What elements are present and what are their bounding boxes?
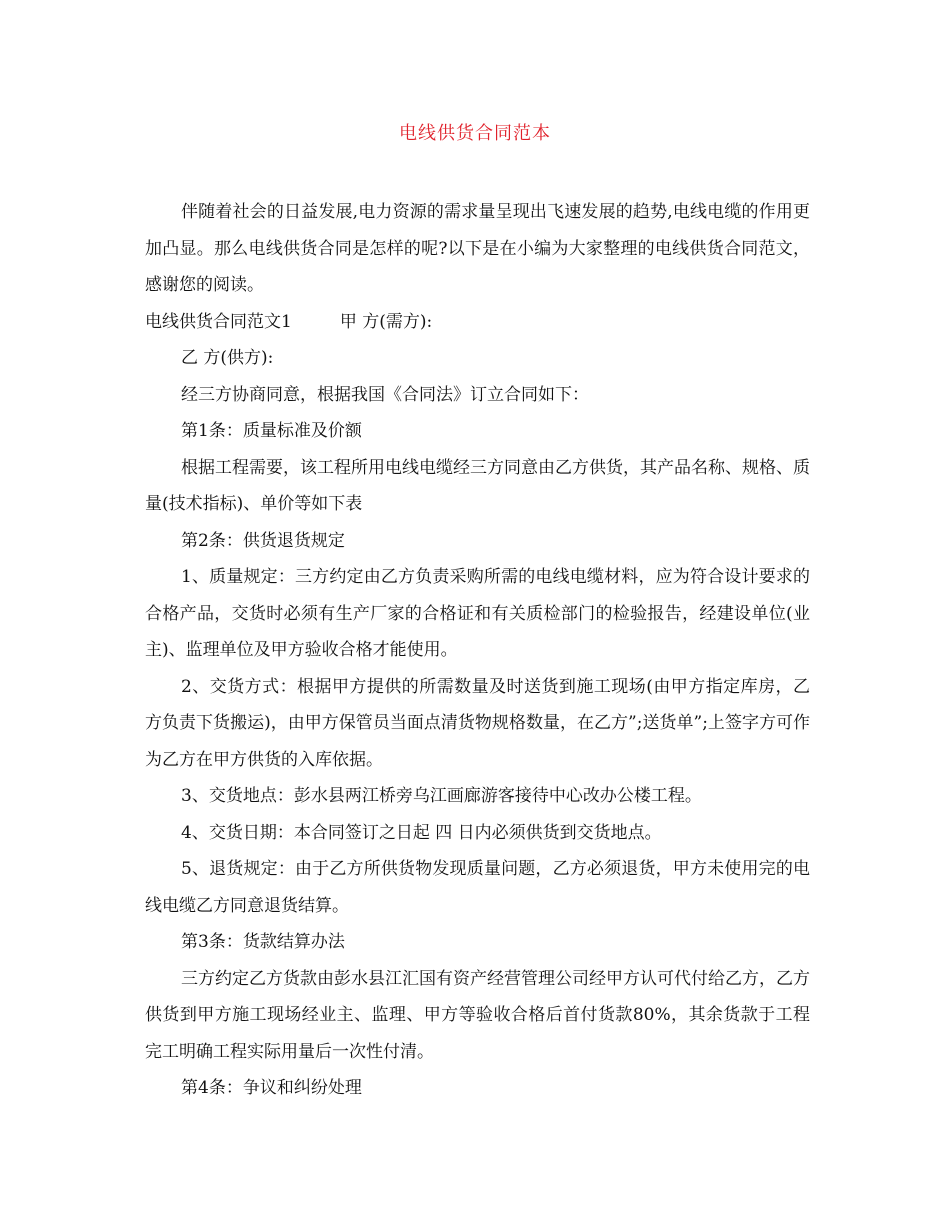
party-a-line: 甲 方(需方): — [339, 311, 433, 332]
party-b-line: 乙 方(供方): — [181, 348, 274, 368]
article-1-title: 第1条：质量标准及价额 — [181, 421, 362, 441]
article-2-item-4: 4、交货日期：本合同签订之日起 四 日内必须供货到交货地点。 — [181, 822, 662, 843]
article-2-item-2: 2、交货方式：根据甲方提供的所需数量及时送货到施工现场(由甲方指定库房，乙方负责下货搬运)，由甲方保管员当面点清货物规格数量，在乙方”;送货单”;上签字方可作为乙方在甲方供货的入库依据。 — [145, 676, 810, 770]
article-2-item-1: 1、质量规定：三方约定由乙方负责采购所需的电线电缆材料，应为符合设计要求的合格产品，交货时必须有生产厂家的合格证和有关质检部门的检验报告，经建设单位(业主)、监理单位及甲方验收合格才能使用。 — [145, 567, 810, 660]
intro-paragraph: 伴随着社会的日益发展,电力资源的需求量呈现出飞速发展的趋势,电线电缆的作用更加凸显。那么电线供货合同是怎样的呢?以下是在小编为大家整理的电线供货合同范文，感谢您的阅读。 — [145, 202, 810, 295]
article-3-title: 第3条：货款结算办法 — [181, 932, 345, 952]
article-2-item-3: 3、交货地点：彭水县两江桥旁乌江画廊游客接待中心改办公楼工程。 — [181, 786, 702, 806]
sample-heading: 电线供货合同范文1 — [145, 311, 292, 332]
document-title: 电线供货合同范本 — [399, 123, 551, 144]
article-4-title: 第4条：争议和纠纷处理 — [181, 1078, 362, 1098]
article-1-text: 根据工程需要，该工程所用电线电缆经三方同意由乙方供货，其产品名称、规格、质量(技术指标)、单价等如下表 — [145, 457, 810, 514]
sample-heading-line — [145, 304, 810, 341]
article-2-title: 第2条：供货退货规定 — [181, 530, 345, 551]
article-3-text: 三方约定乙方货款由彭水县江汇国有资产经营管理公司经甲方认可代付给乙方，乙方供货到甲方施工现场经业主、监理、甲方等验收合格后首付货款80%，其余货款于工程完工明确工程实际用量后一次性付清。 — [145, 968, 810, 1062]
preamble-paragraph: 经三方协商同意，根据我国《合同法》订立合同如下： — [181, 384, 589, 405]
document-body — [145, 194, 810, 1107]
article-2-item-5: 5、退货规定：由于乙方所供货物发现质量问题，乙方必须退货，甲方未使用完的电线电缆乙方同意退货结算。 — [145, 859, 810, 916]
